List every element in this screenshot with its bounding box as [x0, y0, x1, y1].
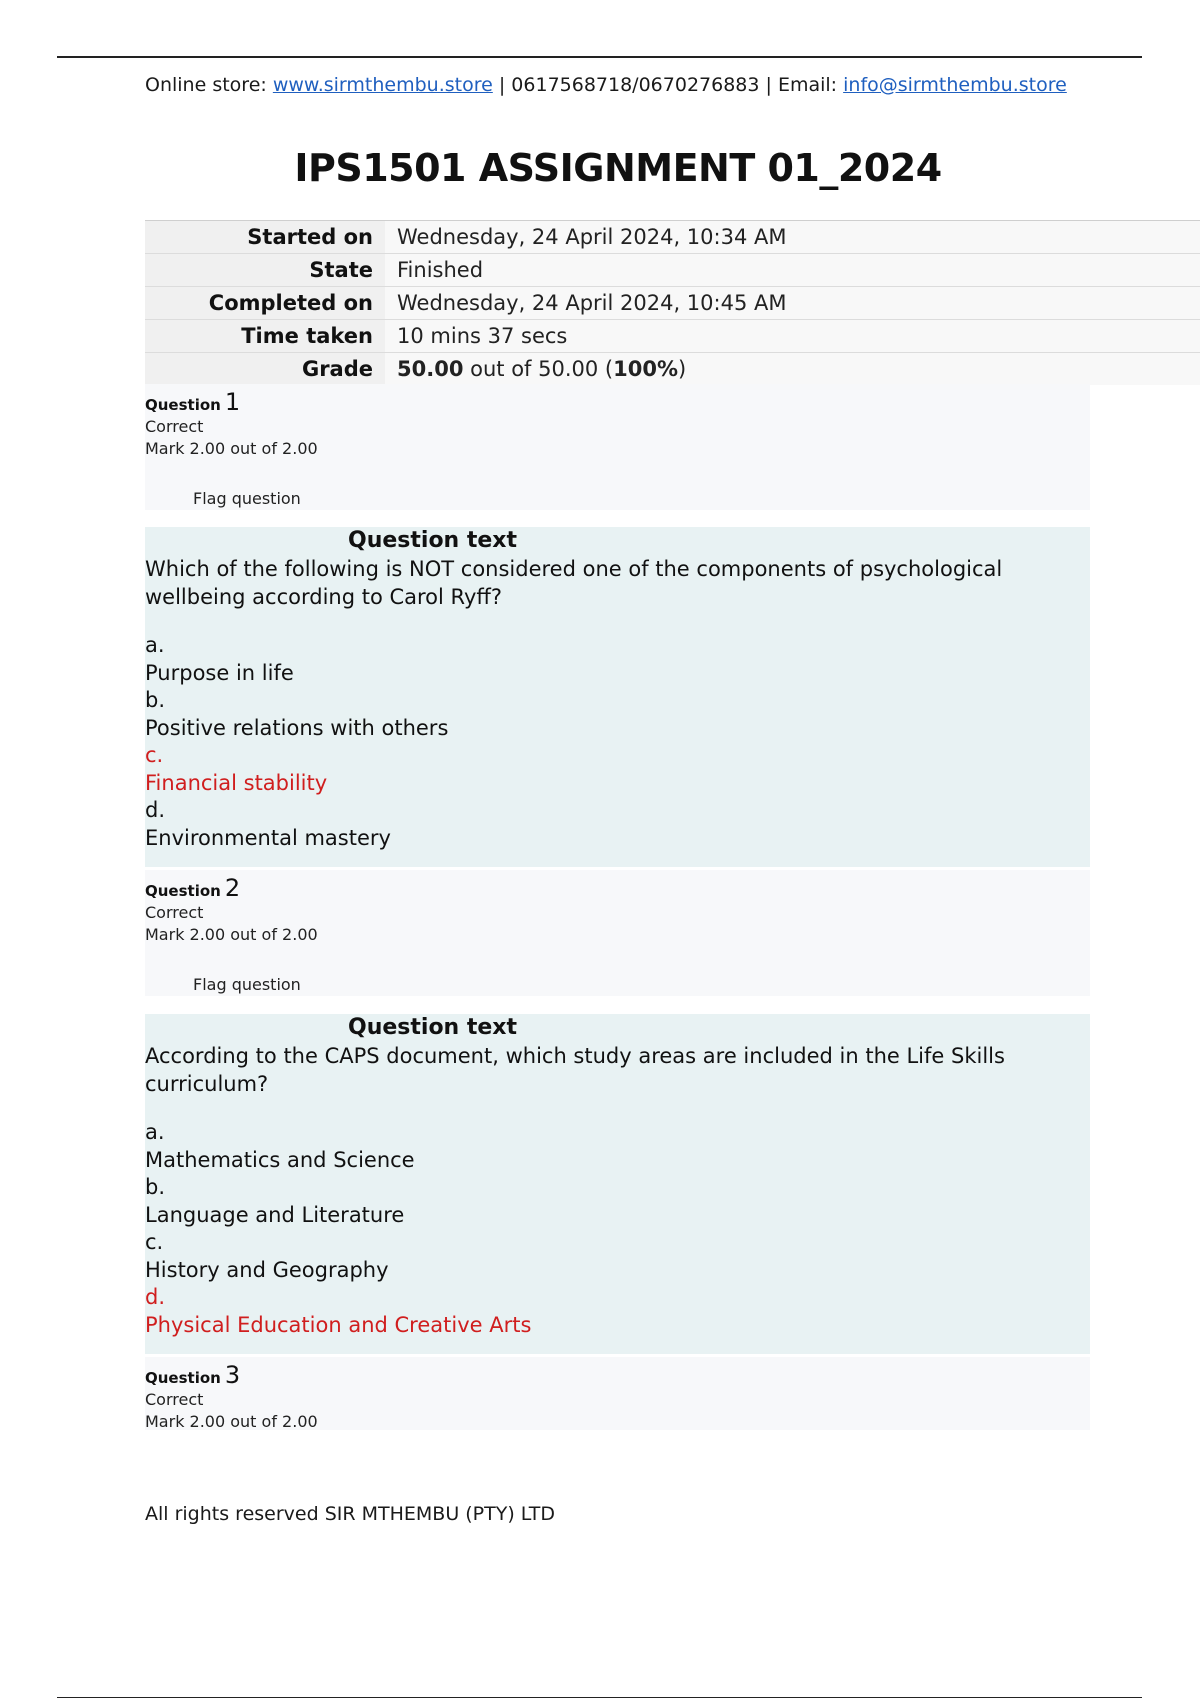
- page-title: IPS1501 ASSIGNMENT 01_2024: [294, 146, 942, 190]
- option-letter: d.: [145, 798, 166, 822]
- question-number-value: 3: [224, 1361, 241, 1389]
- store-label: Online store:: [145, 74, 267, 96]
- summary-row-grade: [145, 352, 1200, 385]
- question-2-info: [145, 870, 1090, 996]
- option-label: Mathematics and Science: [145, 1148, 415, 1172]
- answer-option-a[interactable]: [145, 1120, 1090, 1175]
- summary-row-completed: [145, 286, 1200, 319]
- summary-key: Completed on: [145, 287, 385, 319]
- question-1-text-block: [145, 527, 1090, 867]
- answer-option-c-correct[interactable]: [145, 743, 1090, 798]
- question-label: Question: [145, 1369, 221, 1387]
- question-label: Question: [145, 396, 221, 414]
- flag-question-link[interactable]: Flag question: [193, 975, 301, 994]
- top-rule: [57, 56, 1142, 58]
- question-status: Correct: [145, 903, 204, 922]
- summary-value: 10 mins 37 secs: [385, 320, 1200, 352]
- summary-key: Time taken: [145, 320, 385, 352]
- summary-row-state: [145, 253, 1200, 286]
- grade-value: [385, 353, 1200, 385]
- question-prompt: Which of the following is NOT considered one of the components of psychological wellbeing according to Carol Ryff?: [145, 557, 1003, 609]
- answer-option-c[interactable]: [145, 1230, 1090, 1285]
- email-link[interactable]: info@sirmthembu.store: [843, 74, 1067, 96]
- footer-copyright: All rights reserved SIR MTHEMBU (PTY) LTD: [145, 1503, 556, 1525]
- summary-key: Grade: [145, 353, 385, 385]
- question-number: [145, 874, 1090, 902]
- answer-options: [145, 1120, 1090, 1340]
- option-letter: a.: [145, 1120, 165, 1144]
- question-mark: Mark 2.00 out of 2.00: [145, 439, 318, 458]
- question-number: [145, 1361, 1090, 1389]
- summary-row-time: [145, 319, 1200, 352]
- phone-numbers: | 0617568718/0670276883 | Email:: [498, 74, 838, 96]
- answer-option-d[interactable]: [145, 798, 1090, 853]
- summary-key: State: [145, 254, 385, 286]
- option-letter: c.: [145, 743, 164, 767]
- store-link[interactable]: www.sirmthembu.store: [272, 74, 493, 96]
- flag-question-link[interactable]: Flag question: [193, 489, 301, 508]
- option-label: Language and Literature: [145, 1203, 405, 1227]
- option-label: Physical Education and Creative Arts: [145, 1313, 532, 1337]
- question-status: Correct: [145, 417, 204, 436]
- question-3-info: [145, 1357, 1090, 1430]
- answer-option-b[interactable]: [145, 1175, 1090, 1230]
- option-label: Financial stability: [145, 771, 328, 795]
- answer-options: [145, 633, 1090, 853]
- summary-value: Finished: [385, 254, 1200, 286]
- question-label: Question: [145, 882, 221, 900]
- grade-score: 50.00: [397, 357, 464, 381]
- summary-row-started: [145, 220, 1200, 253]
- option-label: Positive relations with others: [145, 716, 449, 740]
- answer-option-a[interactable]: [145, 633, 1090, 688]
- question-number-value: 2: [224, 874, 241, 902]
- option-letter: c.: [145, 1230, 164, 1254]
- attempt-summary-table: [145, 220, 1200, 385]
- summary-value: Wednesday, 24 April 2024, 10:45 AM: [385, 287, 1200, 319]
- option-letter: b.: [145, 1175, 166, 1199]
- option-letter: d.: [145, 1285, 166, 1309]
- option-label: History and Geography: [145, 1258, 389, 1282]
- grade-out-of: out of 50.00 (: [470, 357, 614, 381]
- option-label: Purpose in life: [145, 661, 294, 685]
- option-letter: a.: [145, 633, 165, 657]
- question-text-heading: Question text: [348, 528, 518, 553]
- question-number-value: 1: [224, 388, 241, 416]
- summary-value: Wednesday, 24 April 2024, 10:34 AM: [385, 221, 1200, 253]
- question-mark: Mark 2.00 out of 2.00: [145, 1412, 318, 1431]
- question-number: [145, 388, 1090, 416]
- grade-close: ): [678, 357, 687, 381]
- question-status: Correct: [145, 1390, 204, 1409]
- answer-option-d-correct[interactable]: [145, 1285, 1090, 1340]
- option-letter: b.: [145, 688, 166, 712]
- question-prompt: According to the CAPS document, which study areas are included in the Life Skills curriculum?: [145, 1044, 1005, 1096]
- grade-percent: 100%: [613, 357, 678, 381]
- bottom-rule: [57, 1697, 1142, 1698]
- question-mark: Mark 2.00 out of 2.00: [145, 925, 318, 944]
- question-text-heading: Question text: [348, 1015, 518, 1040]
- summary-key: Started on: [145, 221, 385, 253]
- header-contact-line: [145, 74, 1067, 96]
- question-2-text-block: [145, 1014, 1090, 1354]
- question-1-info: [145, 384, 1090, 510]
- option-label: Environmental mastery: [145, 826, 391, 850]
- answer-option-b[interactable]: [145, 688, 1090, 743]
